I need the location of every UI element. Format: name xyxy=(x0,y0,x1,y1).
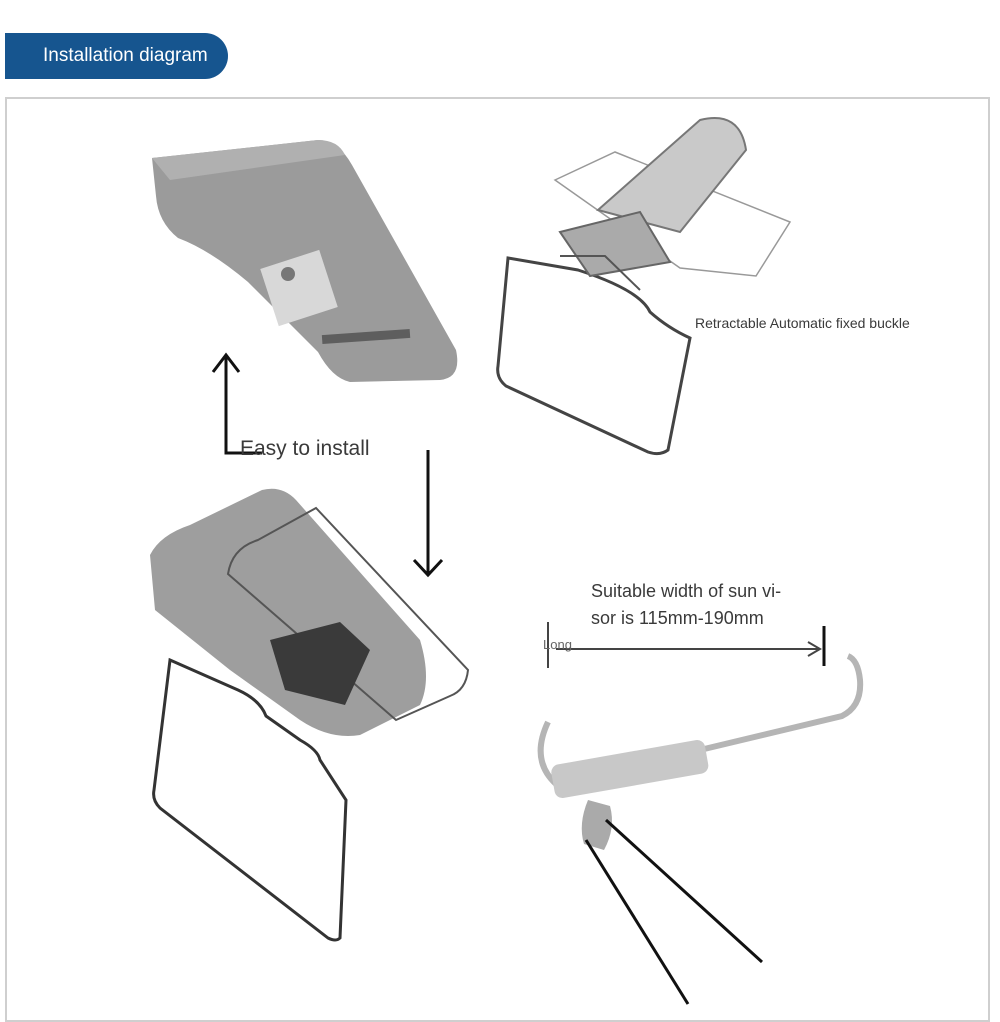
easy-install-label: Easy to install xyxy=(240,437,370,460)
installed-visor-image xyxy=(150,489,468,940)
width-label-line-1: Suitable width of sun vi- xyxy=(591,581,782,601)
clip-mechanism-image xyxy=(541,656,861,1004)
sun-visor-image xyxy=(152,140,457,382)
clip-screen-image xyxy=(498,118,790,454)
arrow-down-icon xyxy=(414,450,442,575)
width-label xyxy=(591,578,821,632)
long-label: Long xyxy=(543,637,572,652)
width-label-line-2: sor is 115mm-190mm xyxy=(591,608,764,628)
section-title: Installation diagram xyxy=(43,45,208,66)
buckle-label: Retractable Automatic fixed buckle xyxy=(695,315,910,331)
